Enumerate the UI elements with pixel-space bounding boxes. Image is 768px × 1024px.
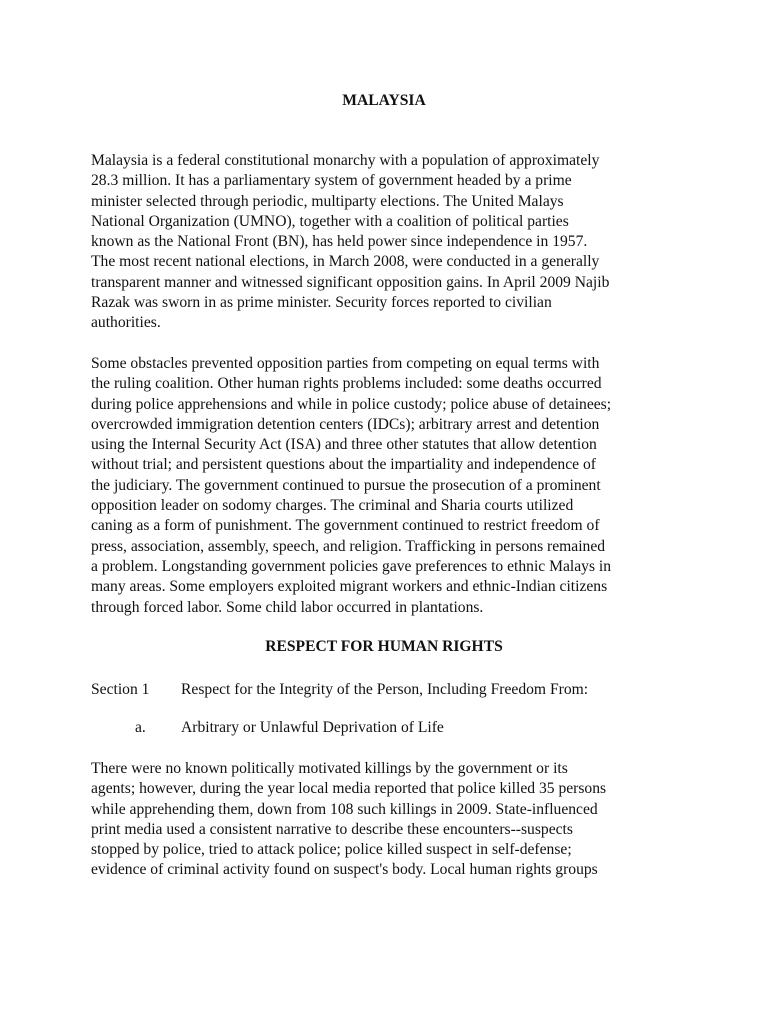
paragraph-line: press, association, assembly, speech, and religion. Trafficking in persons remained xyxy=(91,537,606,555)
paragraph-line: The most recent national elections, in March 2008, were conducted in a generally xyxy=(91,253,600,271)
section-heading: RESPECT FOR HUMAN RIGHTS xyxy=(265,638,503,655)
paragraph-line: during police apprehensions and while in police custody; police abuse of detainees; xyxy=(91,395,612,413)
paragraph-line: minister selected through periodic, multiparty elections. The United Malays xyxy=(91,192,564,210)
paragraph-line: many areas. Some employers exploited migrant workers and ethnic-Indian citizens xyxy=(91,578,608,596)
paragraph-line: caning as a form of punishment. The government continued to restrict freedom of xyxy=(91,517,600,535)
body-paragraph xyxy=(91,759,691,881)
paragraph-line: the ruling coalition. Other human rights problems included: some deaths occurred xyxy=(91,375,602,393)
paragraph-line: without trial; and persistent questions about the impartiality and independence of xyxy=(91,456,596,474)
summary-paragraph xyxy=(91,354,691,618)
section-header xyxy=(91,680,588,700)
subsection-letter: a. xyxy=(135,719,146,736)
section-number: Section 1 xyxy=(91,681,150,698)
intro-paragraph xyxy=(91,151,691,334)
paragraph-line: authorities. xyxy=(91,314,161,332)
document-title: MALAYSIA xyxy=(342,92,426,109)
paragraph-line: a problem. Longstanding government policies gave preferences to ethnic Malays in xyxy=(91,557,612,575)
paragraph-line: while apprehending them, down from 108 such killings in 2009. State-influenced xyxy=(91,800,598,818)
paragraph-line: There were no known politically motivated killings by the government or its xyxy=(91,760,568,777)
paragraph-line: stopped by police, tried to attack police; police killed suspect in self-defense; xyxy=(91,841,572,859)
paragraph-line: through forced labor. Some child labor occurred in plantations. xyxy=(91,598,484,616)
paragraph-line: Malaysia is a federal constitutional monarchy with a population of approximately xyxy=(91,152,600,169)
paragraph-line: known as the National Front (BN), has held power since independence in 1957. xyxy=(91,233,588,251)
paragraph-line: agents; however, during the year local media reported that police killed 35 persons xyxy=(91,780,607,798)
paragraph-line: National Organization (UMNO), together with a coalition of political parties xyxy=(91,212,569,230)
paragraph-line: transparent manner and witnessed significant opposition gains. In April 2009 Najib xyxy=(91,273,610,291)
subsection-header xyxy=(135,718,444,738)
subsection-title: Arbitrary or Unlawful Deprivation of Life xyxy=(181,719,444,736)
paragraph-line: print media used a consistent narrative to describe these encounters--suspects xyxy=(91,820,573,838)
paragraph-line: the judiciary. The government continued to pursue the prosecution of a prominent xyxy=(91,476,601,494)
paragraph-line: evidence of criminal activity found on suspect's body. Local human rights groups xyxy=(91,861,598,879)
paragraph-line: using the Internal Security Act (ISA) and three other statutes that allow detention xyxy=(91,436,597,454)
paragraph-line: Some obstacles prevented opposition parties from competing on equal terms with xyxy=(91,355,600,372)
paragraph-line: 28.3 million. It has a parliamentary system of government headed by a prime xyxy=(91,172,572,190)
section-title: Respect for the Integrity of the Person, Including Freedom From: xyxy=(181,681,589,698)
paragraph-line: Razak was sworn in as prime minister. Security forces reported to civilian xyxy=(91,294,552,312)
paragraph-line: opposition leader on sodomy charges. The criminal and Sharia courts utilized xyxy=(91,497,574,515)
paragraph-line: overcrowded immigration detention centers (IDCs); arbitrary arrest and detention xyxy=(91,415,600,433)
